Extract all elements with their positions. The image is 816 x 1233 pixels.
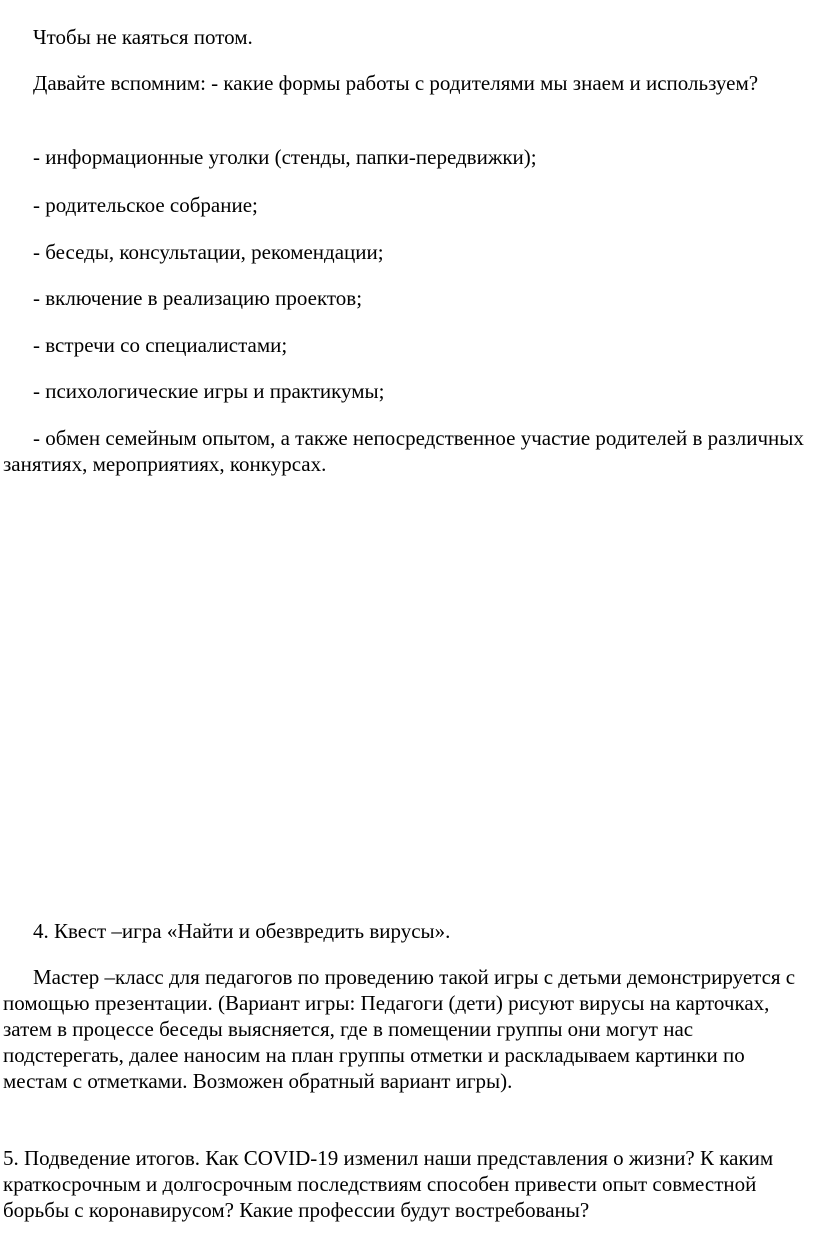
paragraph-intro: Чтобы не каяться потом. (33, 25, 253, 49)
list-item-projects: - включение в реализацию проектов; (33, 286, 363, 310)
list-item-family-experience: - обмен семейным опытом, а также непосредственное участие родителей в различных занятиях, мероприятиях, конкурсах. (3, 426, 804, 476)
list-item-info-corners: - информационные уголки (стенды, папки-передвижки); (33, 145, 537, 169)
section-heading-quest: 4. Квест –игра «Найти и обезвредить вирусы». (33, 919, 451, 943)
paragraph-master-class: Мастер –класс для педагогов по проведению такой игры с детьми демонстрируется с помощью презентации. (Вариант игры: Педагоги (дети) рисуют вирусы на карточках, затем в процессе беседы выясняется, где в помещении группы они могут нас подстерегать, далее наносим на план группы отметки и раскладываем картинки по местам с отметками. Возможен обратный вариант игры). (3, 965, 796, 1093)
paragraph-summary: 5. Подведение итогов. Как COVID-19 изменил наши представления о жизни? К каким краткосрочным и долгосрочным последствиям способен привести опыт совместной борьбы с коронавирусом? Какие профессии будут востребованы? (3, 1146, 774, 1222)
list-item-consultations: - беседы, консультации, рекомендации; (33, 240, 384, 264)
list-item-psych-games: - психологические игры и практикумы; (33, 379, 385, 403)
paragraph-question: Давайте вспомним: - какие формы работы с родителями мы знаем и используем? (33, 71, 759, 95)
list-item-specialists: - встречи со специалистами; (33, 333, 288, 357)
list-item-parent-meeting: - родительское собрание; (33, 193, 258, 217)
